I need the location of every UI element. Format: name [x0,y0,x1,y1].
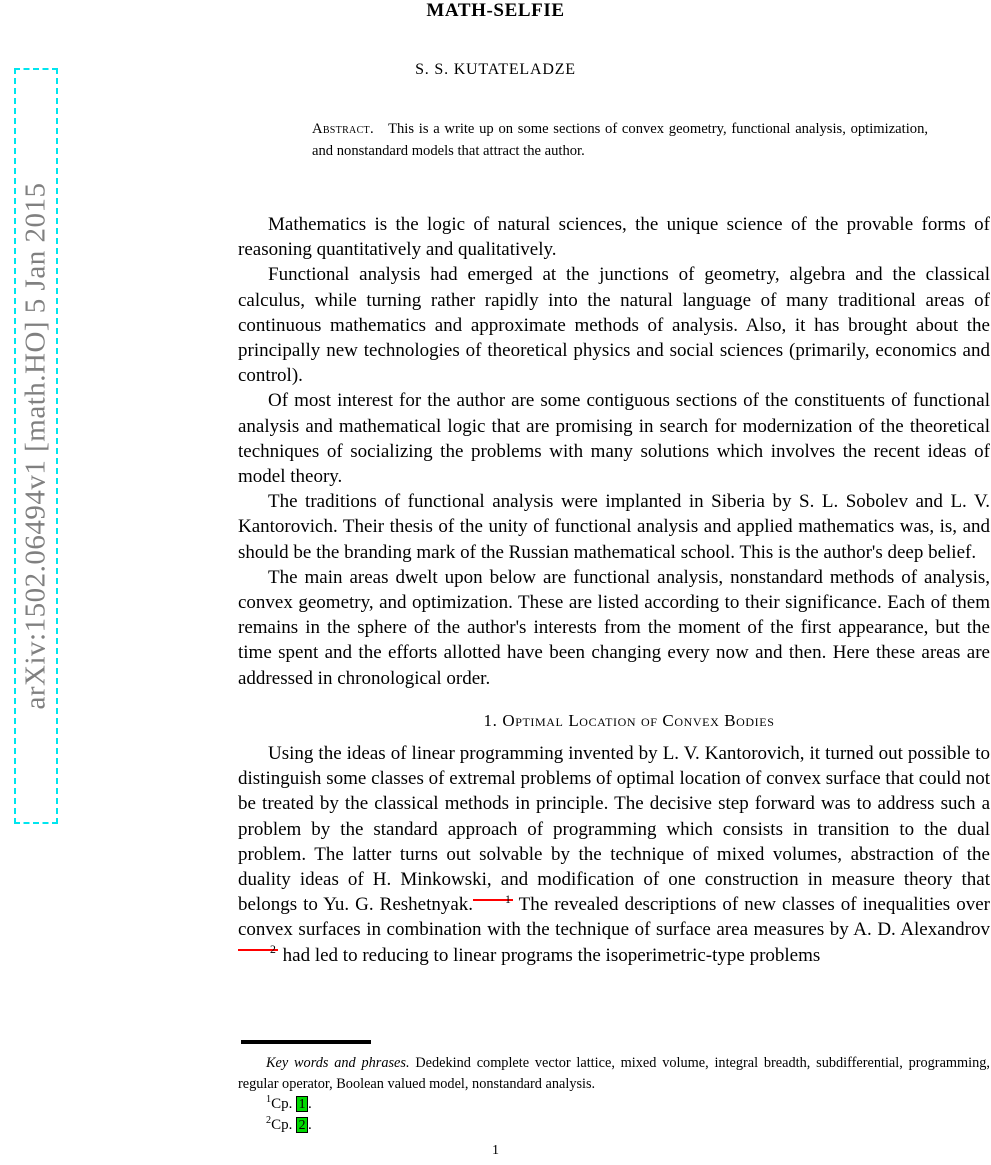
abstract-label: Abstract. [312,121,374,137]
keywords-text: Dedekind complete vector lattice, mixed volume, integral breadth, subdifferential, programming, regular operator, Boolean valued model, nonstandard analysis. [238,1055,990,1092]
abstract-spacer [379,121,388,137]
citation-link-2[interactable]: 2 [296,1117,308,1133]
paragraph-5: The main areas dwelt upon below are functional analysis, nonstandard methods of analysis, convex geometry, and optimization. These are listed according to their significance. Each of them remains in the sphere of the author's interests from the moment of the first appearance, but the time spent and the efforts allotted have been changing every now and then. Here these areas are addressed in chronological order. [238,566,990,689]
page-title: MATH-SELFIE [426,0,565,21]
keywords-label: Key words and phrases. [266,1055,410,1071]
section-1-text-part-1: Using the ideas of linear programming invented by L. V. Kantorovich, it turned out possible to distinguish some classes of extremal problems of optimal location of convex surface that could not be treated by the classical methods in principle. The decisive step forward was to address such a problem by the standard approach of programming which consists in transition to the dual problem. The latter turns out solvable by the technique of mixed volumes, abstraction of the duality ideas of H. Minkowski, and modification of one construction in measure theory that belongs to Yu. G. Reshetnyak. [238,743,990,916]
author-name: S. S. KUTATELADZE [415,61,576,78]
footnote-entry-1 [266,1094,990,1115]
paragraph-1: Mathematics is the logic of natural sciences, the unique science of the provable forms of reasoning quantitatively and qualitatively. [238,214,990,261]
section-1-paragraph [238,741,990,968]
footnote-ref-2[interactable]: 2 [238,949,278,951]
section-heading-1: 1. Optimal Location of Convex Bodies [483,710,775,730]
footnote-entry-2 [266,1115,990,1136]
paragraph-4: The traditions of functional analysis were implanted in Siberia by S. L. Sobolev and L. V. Kantorovich. Their thesis of the unity of functional analysis and applied mathematics was, is, and should be the branding mark of the Russian mathematical school. This is the author's deep belief. [238,491,990,563]
footnote-number-2: 2 [266,1115,272,1126]
footnote-prefix-1: Cp. [271,1096,293,1112]
paragraph-3: Of most interest for the author are some contiguous sections of the constituents of functional analysis and mathematical logic that are promising in search for modernization of the theoretical techniques of socializing the problems with many solutions which involves the recent ideas of model theory. [238,390,990,488]
footnote-number-1: 1 [266,1094,272,1105]
footnote-rule [241,1040,371,1044]
footnote-area [238,1040,990,1136]
keywords-line [238,1053,990,1094]
arxiv-stamp-text: arXiv:1502.06494v1 [math.HO] 5 Jan 2015 [19,182,52,710]
body-column [238,212,990,968]
footnote-suffix-2: . [308,1117,312,1133]
page-number: 1 [492,1143,499,1158]
section-1-text-part-2: The revealed descriptions of new classes of inequalities over convex surfaces in combination with the technique of surface area measures by A. D. Alexandrov [238,894,990,941]
citation-link-1[interactable]: 1 [296,1096,308,1112]
abstract-block [312,118,928,162]
footnote-ref-1[interactable]: 1 [473,899,513,901]
abstract-text: This is a write up on some sections of convex geometry, functional analysis, optimization, and nonstandard models that attract the author. [312,121,929,159]
footnote-prefix-2: Cp. [271,1117,293,1133]
section-1-text-part-3: had led to reducing to linear programs the isoperimetric-type problems [277,944,821,966]
paragraph-2: Functional analysis had emerged at the junctions of geometry, algebra and the classical calculus, while turning rather rapidly into the natural language of many traditional areas of continuous mathematics and approximate methods of analysis. Also, it has brought about the principally new technologies of theoretical physics and social sciences (primarily, economics and control). [238,264,990,387]
footnote-suffix-1: . [308,1096,312,1112]
